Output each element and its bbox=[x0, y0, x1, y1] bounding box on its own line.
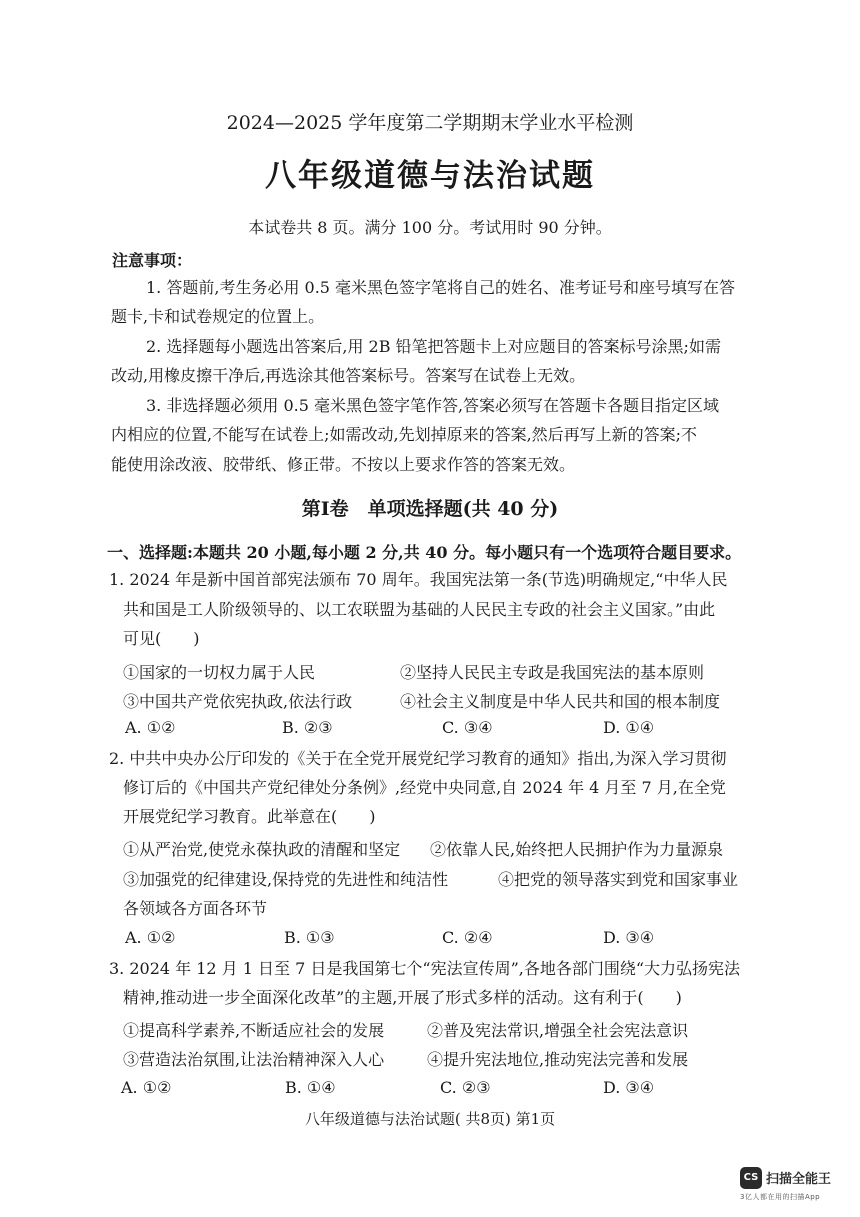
question-2-item: ②依靠人民,始终把人民拥护作为力量源泉 bbox=[430, 840, 724, 859]
question-2-choice-b: B. ①③ bbox=[284, 928, 335, 947]
question-2-choice-c: C. ②④ bbox=[442, 928, 493, 947]
question-1-choice-d: D. ①④ bbox=[603, 718, 655, 737]
notice-line: 1. 答题前,考生务必用 0.5 毫米黑色签字笔将自己的姓名、准考证号和座号填写在答 bbox=[146, 278, 736, 297]
question-3-item: ③营造法治氛围,让法治精神深入人心 bbox=[123, 1050, 385, 1069]
section-title: 第Ⅰ卷 单项选择题(共 40 分) bbox=[301, 498, 559, 520]
question-1-choice-a: A. ①② bbox=[125, 718, 176, 737]
notice-line: 3. 非选择题必须用 0.5 毫米黑色签字笔作答,答案必须写在答题卡各题目指定区域 bbox=[146, 396, 720, 415]
question-1-item: ①国家的一切权力属于人民 bbox=[123, 663, 316, 682]
camscanner-logo-icon: CS bbox=[740, 1167, 762, 1189]
question-1-stem: 共和国是工人阶级领导的、以工农联盟为基础的人民民主专政的社会主义国家。”由此 bbox=[123, 600, 716, 619]
question-1-choice-c: C. ③④ bbox=[442, 718, 493, 737]
page-footer: 八年级道德与法治试题( 共8页) 第1页 bbox=[304, 1110, 556, 1128]
exam-title: 2024—2025 学年度第二学期期末学业水平检测 bbox=[226, 112, 634, 134]
question-1-stem: 可见( ) bbox=[123, 629, 200, 648]
paper-subtitle: 本试卷共 8 页。满分 100 分。考试用时 90 分钟。 bbox=[248, 218, 612, 237]
question-3-item: ②普及宪法常识,增强全社会宪法意识 bbox=[427, 1021, 689, 1040]
watermark-app-name: 扫描全能王 bbox=[766, 1172, 832, 1187]
question-1-choice-b: B. ②③ bbox=[282, 718, 333, 737]
paper-title: 八年级道德与法治试题 bbox=[265, 158, 595, 194]
question-1-item: ③中国共产党依宪执政,依法行政 bbox=[123, 692, 353, 711]
section-instruction: 一、选择题:本题共 20 小题,每小题 2 分,共 40 分。每小题只有一个选项符合题目要求。 bbox=[107, 543, 742, 562]
notice-line: 能使用涂改液、胶带纸、修正带。不按以上要求作答的答案无效。 bbox=[111, 455, 576, 474]
notice-heading: 注意事项： bbox=[112, 251, 193, 270]
notice-line: 题卡,卡和试卷规定的位置上。 bbox=[111, 307, 325, 326]
question-3-stem: 3. 2024 年 12 月 1 日至 7 日是我国第七个“宪法宣传周”,各地各部门围绕“大力弘扬宪法 bbox=[109, 959, 741, 978]
scanner-watermark bbox=[740, 1165, 850, 1205]
question-2-choice-a: A. ①② bbox=[125, 928, 176, 947]
question-1-stem: 1. 2024 年是新中国首部宪法颁布 70 周年。我国宪法第一条(节选)明确规定,“中华人民 bbox=[109, 570, 728, 589]
question-3-item: ④提升宪法地位,推动宪法完善和发展 bbox=[427, 1050, 689, 1069]
notice-line: 改动,用橡皮擦干净后,再选涂其他答案标号。答案写在试卷上无效。 bbox=[111, 366, 586, 385]
notice-line: 内相应的位置,不能写在试卷上;如需改动,先划掉原来的答案,然后再写上新的答案;不 bbox=[111, 425, 698, 444]
question-2-item: ③加强党的纪律建设,保持党的先进性和纯洁性 bbox=[123, 870, 449, 889]
question-3-choice-b: B. ①④ bbox=[285, 1078, 336, 1097]
notice-line: 2. 选择题每小题选出答案后,用 2B 铅笔把答题卡上对应题目的答案标号涂黑;如需 bbox=[146, 337, 721, 356]
question-1-item: ④社会主义制度是中华人民共和国的根本制度 bbox=[400, 692, 721, 711]
question-2-stem: 开展党纪学习教育。此举意在( ) bbox=[123, 807, 376, 826]
question-3-choice-a: A. ①② bbox=[121, 1078, 172, 1097]
question-2-item: ④把党的领导落实到党和国家事业 bbox=[498, 870, 739, 889]
question-1-item: ②坚持人民民主专政是我国宪法的基本原则 bbox=[400, 663, 705, 682]
question-3-choice-c: C. ②③ bbox=[440, 1078, 491, 1097]
question-3-choice-d: D. ③④ bbox=[603, 1078, 655, 1097]
question-2-stem: 修订后的《中国共产党纪律处分条例》,经党中央同意,自 2024 年 4 月至 7 月,在全党 bbox=[123, 778, 726, 797]
question-2-item: ①从严治党,使党永葆执政的清醒和坚定 bbox=[123, 840, 401, 859]
question-2-item: 各领域各方面各环节 bbox=[123, 899, 268, 918]
question-3-item: ①提高科学素养,不断适应社会的发展 bbox=[123, 1021, 385, 1040]
question-2-stem: 2. 中共中央办公厅印发的《关于在全党开展党纪学习教育的通知》指出,为深入学习贯彻 bbox=[109, 749, 727, 768]
watermark-tagline: 3亿人都在用的扫描App bbox=[740, 1193, 821, 1201]
question-2-choice-d: D. ③④ bbox=[603, 928, 655, 947]
question-3-stem: 精神,推动进一步全面深化改革”的主题,开展了形式多样的活动。这有利于( ) bbox=[123, 988, 682, 1007]
